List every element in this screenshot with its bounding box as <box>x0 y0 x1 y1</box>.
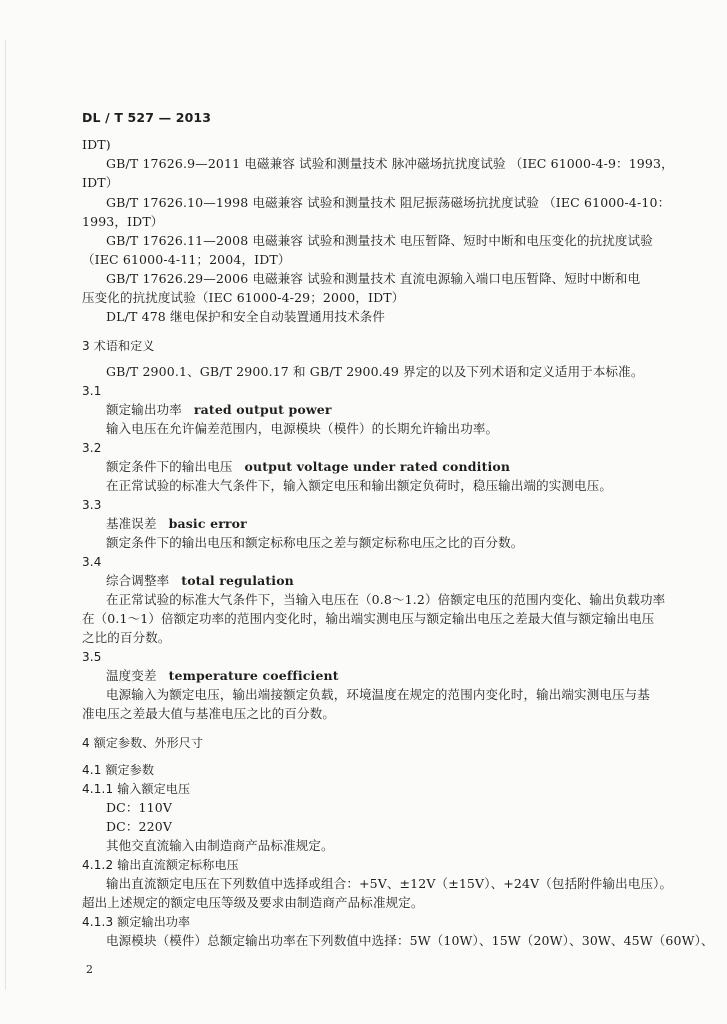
term-title-zh: 额定条件下的输出电压 <box>106 459 233 474</box>
subsection-heading: 4.1.1 输入额定电压 <box>82 782 191 796</box>
ref-line: 1993，IDT） <box>82 214 164 229</box>
term-definition: 在（0.1～1）倍额定功率的范围内变化时，输出端实测电压与额定输出电压之差最大值与额定输出电压 <box>82 611 655 626</box>
term-number: 3.2 <box>82 441 102 455</box>
rated-voltage-item: DC：110V <box>106 800 173 815</box>
term-number: 3.1 <box>82 384 102 398</box>
term-definition: 电源输入为额定电压，输出端接额定负载，环境温度在规定的范围内变化时，输出端实测电压与基 <box>106 687 650 702</box>
term-definition: 额定条件下的输出电压和额定标称电压之差与额定标称电压之比的百分数。 <box>106 535 524 550</box>
term-title-zh: 温度变差 <box>106 668 157 683</box>
section-heading: 4 额定参数、外形尺寸 <box>82 736 204 750</box>
ref-line: GB/T 17626.10—1998 电磁兼容 试验和测量技术 阻尼振荡磁场抗扰度试验 （IEC 61000-4-10： <box>106 195 671 210</box>
term-definition: 在正常试验的标准大气条件下，输入额定电压和输出额定负荷时，稳压输出端的实测电压。 <box>106 478 613 493</box>
subsection-heading: 4.1.3 额定输出功率 <box>82 915 191 929</box>
term-title-zh: 综合调整率 <box>106 573 170 588</box>
term-title <box>106 573 294 589</box>
ref-line: （IEC 61000-4-11；2004，IDT） <box>82 252 291 267</box>
ref-line: IDT） <box>82 175 119 190</box>
term-title <box>106 402 332 418</box>
term-title <box>106 516 247 532</box>
term-title-zh: 额定输出功率 <box>106 402 182 417</box>
term-number: 3.5 <box>82 650 102 664</box>
rated-voltage-item: DC：220V <box>106 819 173 834</box>
paragraph-line: 输出直流额定电压在下列数值中选择或组合：+5V、±12V（±15V）、+24V（包括附件输出电压）。 <box>106 876 673 891</box>
ref-line: GB/T 17626.9—2011 电磁兼容 试验和测量技术 脉冲磁场抗扰度试验 （IEC 61000-4-9：1993， <box>106 156 674 171</box>
term-title-en: basic error <box>168 516 247 531</box>
paragraph-line: 超出上述规定的额定电压等级及要求由制造商产品标准规定。 <box>82 895 424 910</box>
rated-voltage-note: 其他交直流输入由制造商产品标准规定。 <box>106 838 334 853</box>
ref-line: IDT) <box>82 137 111 152</box>
term-number: 3.4 <box>82 555 102 569</box>
term-definition: 输入电压在允许偏差范围内，电源模块（模件）的长期允许输出功率。 <box>106 421 499 436</box>
term-title-en: temperature coefficient <box>168 668 339 683</box>
term-definition: 之比的百分数。 <box>82 630 171 645</box>
term-title <box>106 459 510 475</box>
term-number: 3.3 <box>82 498 102 512</box>
section-intro: GB/T 2900.1、GB/T 2900.17 和 GB/T 2900.49 界定的以及下列术语和定义适用于本标准。 <box>106 364 644 379</box>
document-number: DL / T 527 — 2013 <box>82 110 212 125</box>
ref-line: DL/T 478 继电保护和安全自动装置通用技术条件 <box>106 309 386 324</box>
page-number: 2 <box>86 963 94 976</box>
ref-line: GB/T 17626.29—2006 电磁兼容 试验和测量技术 直流电源输入端口电压暂降、短时中断和电 <box>106 271 641 286</box>
ref-line: 压变化的抗扰度试验（IEC 61000-4-29；2000，IDT） <box>82 290 405 305</box>
ref-line: GB/T 17626.11—2008 电磁兼容 试验和测量技术 电压暂降、短时中断和电压变化的抗扰度试验 <box>106 233 653 248</box>
subsection-heading: 4.1.2 输出直流额定标称电压 <box>82 858 239 872</box>
term-title-en: output voltage under rated condition <box>244 459 511 474</box>
term-title <box>106 668 339 684</box>
term-title-en: rated output power <box>193 402 332 417</box>
section-heading: 3 术语和定义 <box>82 339 155 353</box>
term-title-en: total regulation <box>181 573 294 588</box>
term-definition: 在正常试验的标准大气条件下，当输入电压在（0.8～1.2）倍额定电压的范围内变化、输出负载功率 <box>106 592 666 607</box>
term-definition: 准电压之差最大值与基准电压之比的百分数。 <box>82 706 336 721</box>
paragraph-line: 电源模块（模件）总额定输出功率在下列数值中选择：5W（10W）、15W（20W）、30W、45W（60W）、 <box>106 933 714 948</box>
subsection-heading: 4.1 额定参数 <box>82 763 155 777</box>
term-title-zh: 基准误差 <box>106 516 157 531</box>
scan-edge-line <box>5 40 6 990</box>
